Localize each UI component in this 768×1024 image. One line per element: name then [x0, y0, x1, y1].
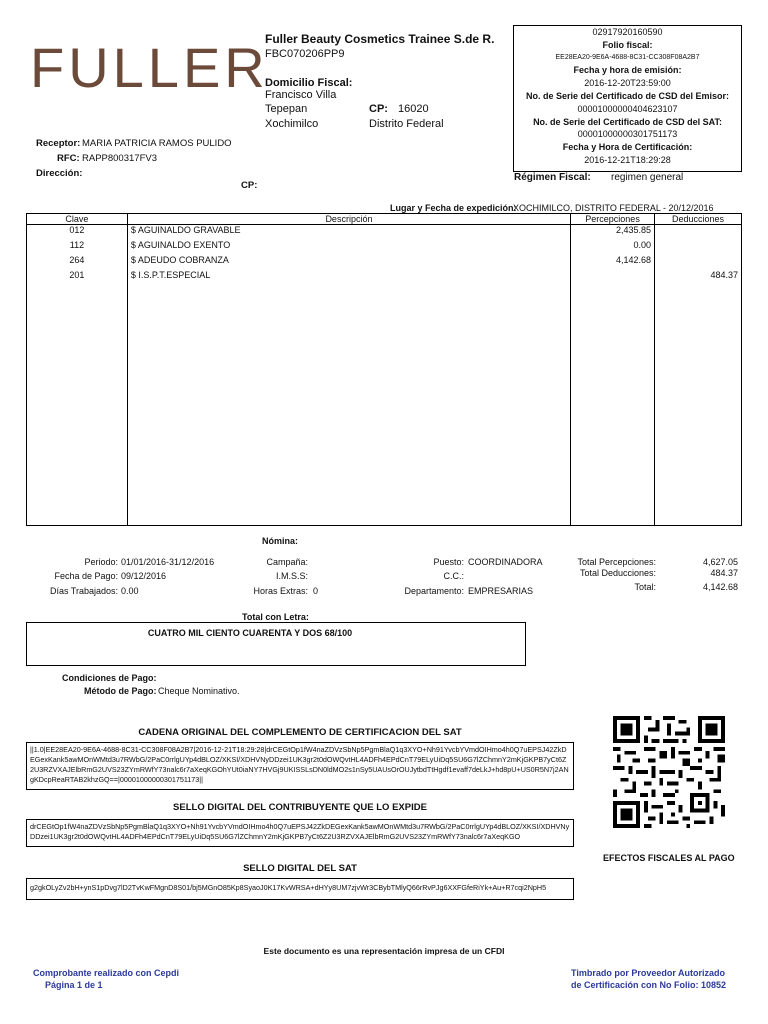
total-deducciones-value: 484.37 [710, 568, 738, 578]
imss-label: I.M.S.S: [275, 571, 308, 581]
receptor-label: Receptor: [36, 138, 81, 149]
total-percepciones-label: Total Percepciones: [577, 557, 656, 567]
csd-emisor-value: 00001000000404623107 [577, 103, 678, 114]
row-descripcion: $ AGUINALDO EXENTO [127, 240, 570, 255]
folio-label: Folio fiscal: [602, 39, 653, 50]
company-name: Fuller Beauty Cosmetics Trainee S.de R. [265, 32, 495, 46]
metodo-label: Método de Pago: [84, 686, 157, 696]
row-deducciones [655, 225, 742, 241]
receptor-rfc: RAPP800317FV3 [82, 153, 157, 164]
periodo-label: Periodo: [84, 557, 118, 567]
sello-contribuyente-title: SELLO DIGITAL DEL CONTRIBUYENTE QUE LO EXPIDE [173, 802, 427, 813]
total-letra-value: CUATRO MIL CIENTO CUARENTA Y DOS 68/100 [147, 628, 353, 638]
certificacion-value: 2016-12-21T18:29:28 [584, 154, 671, 165]
row-deducciones [655, 240, 742, 255]
cc-label: C.C.: [443, 571, 464, 581]
row-percepciones: 0.00 [571, 240, 655, 255]
company-cp-value: 16020 [398, 103, 429, 115]
csd-sat-label: No. de Serie del Certificado de CSD del SAT: [533, 116, 722, 127]
footer-right-line2: de Certificación con No Folio: 10852 [571, 980, 727, 990]
fecha-pago-label: Fecha de Pago: [54, 571, 118, 581]
header-percepciones: Percepciones [571, 214, 655, 225]
company-cp-label: CP: [369, 103, 388, 115]
regimen-value: regimen general [611, 172, 684, 183]
sello-contribuyente-box: drCEGtOp1fW4naZDVzSbNp5PgmBlaQ1q3XYO+Nh91YvcbYVmdOIHmo4h0Q7uEPSJ42ZkDEGexKank5awMOnWMtd3u7RWbG/2PaC0rrlgUYp4dBLOZ/XKSI/XDHVNyDDzei1UK3gr2t0dOWQvtHL4ADFh4EPdCnT79ELyUiDq5SU6G7lZChmnY2mKjGKPB7yCt6Z2U3RZVXAJElbRmG2UVS23ZYmRWfY73nalc6r7aXeqKGO [26, 819, 574, 847]
sello-sat-box: g2gkOLyZv2bH+ynS1pDvg7lD2TvKwFMgnD8S01/bj5MGnO85Kp8SyaoJ0K17KvWRSA+dHYy8UM7zjvWr3CBybTMlyQ66rRvPJg6XXFGfeRiYk+Au+R7cqi2NpH5 [26, 878, 574, 900]
total-value: 4,142.68 [702, 582, 738, 592]
csd-emisor-label: No. de Serie del Certificado de CSD del Emisor: [525, 90, 730, 101]
row-descripcion: $ ADEUDO COBRANZA [127, 255, 570, 270]
folio-value: EE28EA20-9E6A-4688-8C31-CC308F08A2B7 [555, 53, 700, 61]
total-label: Total: [634, 582, 656, 592]
header-clave: Clave [27, 214, 128, 225]
header-descripcion: Descripción [127, 214, 570, 225]
table-row [27, 225, 742, 241]
sello-sat-title: SELLO DIGITAL DEL SAT [243, 863, 357, 874]
depto-value: EMPRESARIAS [468, 586, 534, 596]
lugar-label: Lugar y Fecha de expedición: [390, 203, 517, 213]
company-municipio: Xochimilco [265, 118, 319, 130]
metodo-value: Cheque Nominativo. [158, 686, 240, 696]
total-letra-box [26, 622, 526, 666]
emision-value: 2016-12-20T23:59:00 [584, 78, 671, 89]
company-rfc: FBC070206PP9 [265, 48, 345, 60]
puesto-label: Puesto: [433, 557, 464, 567]
company-colonia: Tepepan [265, 103, 308, 115]
horas-value: 0 [313, 586, 319, 596]
fecha-pago-value: 09/12/2016 [121, 571, 167, 581]
qr-label: EFECTOS FISCALES AL PAGO [603, 853, 735, 863]
footer-page-number: Página 1 de 1 [45, 980, 103, 990]
row-deducciones [655, 255, 742, 270]
items-table [26, 213, 742, 526]
row-descripcion: $ I.S.P.T.ESPECIAL [127, 270, 570, 285]
horas-label: Horas Extras: [253, 586, 308, 596]
company-logo: FULLER [30, 36, 269, 99]
certificacion-label: Fecha y Hora de Certificación: [562, 142, 693, 153]
row-percepciones [571, 270, 655, 285]
cert-number: 02917920160590 [592, 27, 663, 37]
dias-value: 0.00 [121, 586, 139, 596]
nomina-title: Nómina: [262, 536, 298, 546]
company-estado: Distrito Federal [369, 118, 444, 130]
row-percepciones: 4,142.68 [571, 255, 655, 270]
table-row [27, 255, 742, 270]
depto-label: Departamento: [404, 586, 464, 596]
header-deducciones: Deducciones [655, 214, 742, 225]
row-clave: 112 [27, 240, 128, 255]
domicilio-label: Domicilio Fiscal: [265, 77, 353, 89]
table-row [27, 270, 742, 285]
filler-cell [27, 285, 128, 526]
periodo-value: 01/01/2016-31/12/2016 [121, 557, 215, 567]
cadena-box: ||1.0|EE28EA20-9E6A-4688-8C31-CC308F08A2B7|2016-12-21T18:29:28|drCEGtOp1fW4naZDVzSbNp5PgmBlaQ1q3XYO+Nh91YvcbYVmdOIHmo4h0Q7uEPSJ42ZkDEGexKank5awMOnWMtd3u7RWbG/2PaC0rrlgUYp4dBLOZ/XKSI/XDHVNyDDzei1UK3gr2t0dOWQvtHL4ADFh4EPdCnT79ELyUiDq5SU6G7lZChmnY2mKjGKPB7yCt6Z2U3RZVXAJElbRmG2UVS23ZYmRWfY73nalc6r7aXeqKGOhYUt0iaNY7HVGj9UKISSLsDN0ldMO2s1nSy5UAUsOrOUJytbdTtHgdf1evaff7deLkJ+hd8pU+US0R5N7j2ANgKDcpReaRTAB2khzGQ==|00001000000301751173|| [26, 742, 574, 790]
filler-cell [655, 285, 742, 526]
campana-label: Campaña: [266, 557, 308, 567]
filler-cell [571, 285, 655, 526]
receptor-cp-label: CP: [241, 180, 258, 191]
total-deducciones-label: Total Deducciones: [579, 568, 656, 578]
table-row [27, 240, 742, 255]
cfdi-note: Este documento es una representación impresa de un CFDI [263, 946, 505, 956]
row-descripcion: $ AGUINALDO GRAVABLE [127, 225, 570, 241]
csd-sat-value: 00001000000301751173 [577, 129, 678, 140]
dias-label: Días Trabajados: [49, 586, 118, 596]
company-street: Francisco Villa [265, 89, 337, 101]
row-clave: 201 [27, 270, 128, 285]
regimen-label: Régimen Fiscal: [514, 172, 591, 183]
receptor-rfc-label: RFC: [57, 153, 80, 164]
cadena-title: CADENA ORIGINAL DEL COMPLEMENTO DE CERTIFICACION DEL SAT [138, 727, 462, 738]
row-clave: 264 [27, 255, 128, 270]
condiciones-label: Condiciones de Pago: [62, 673, 157, 683]
total-percepciones-value: 4,627.05 [702, 557, 738, 567]
certificate-box [513, 25, 742, 172]
puesto-value: COORDINADORA [468, 557, 543, 567]
footer-right-line1: Timbrado por Proveedor Autorizado [571, 968, 726, 978]
row-percepciones: 2,435.85 [571, 225, 655, 241]
row-deducciones: 484.37 [655, 270, 742, 285]
footer-left-line1: Comprobante realizado con Cepdi [33, 968, 180, 978]
qr-code [613, 716, 725, 828]
row-clave: 012 [27, 225, 128, 241]
filler-cell [127, 285, 570, 526]
direccion-label: Dirección: [36, 168, 83, 179]
table-filler [27, 285, 742, 526]
table-header-row [27, 214, 742, 225]
emision-label: Fecha y hora de emisión: [573, 65, 682, 76]
lugar-value: XOCHIMILCO, DISTRITO FEDERAL - 20/12/2016 [513, 203, 714, 213]
total-letra-label: Total con Letra: [242, 612, 309, 622]
receptor-name: MARIA PATRICIA RAMOS PULIDO [82, 138, 232, 149]
